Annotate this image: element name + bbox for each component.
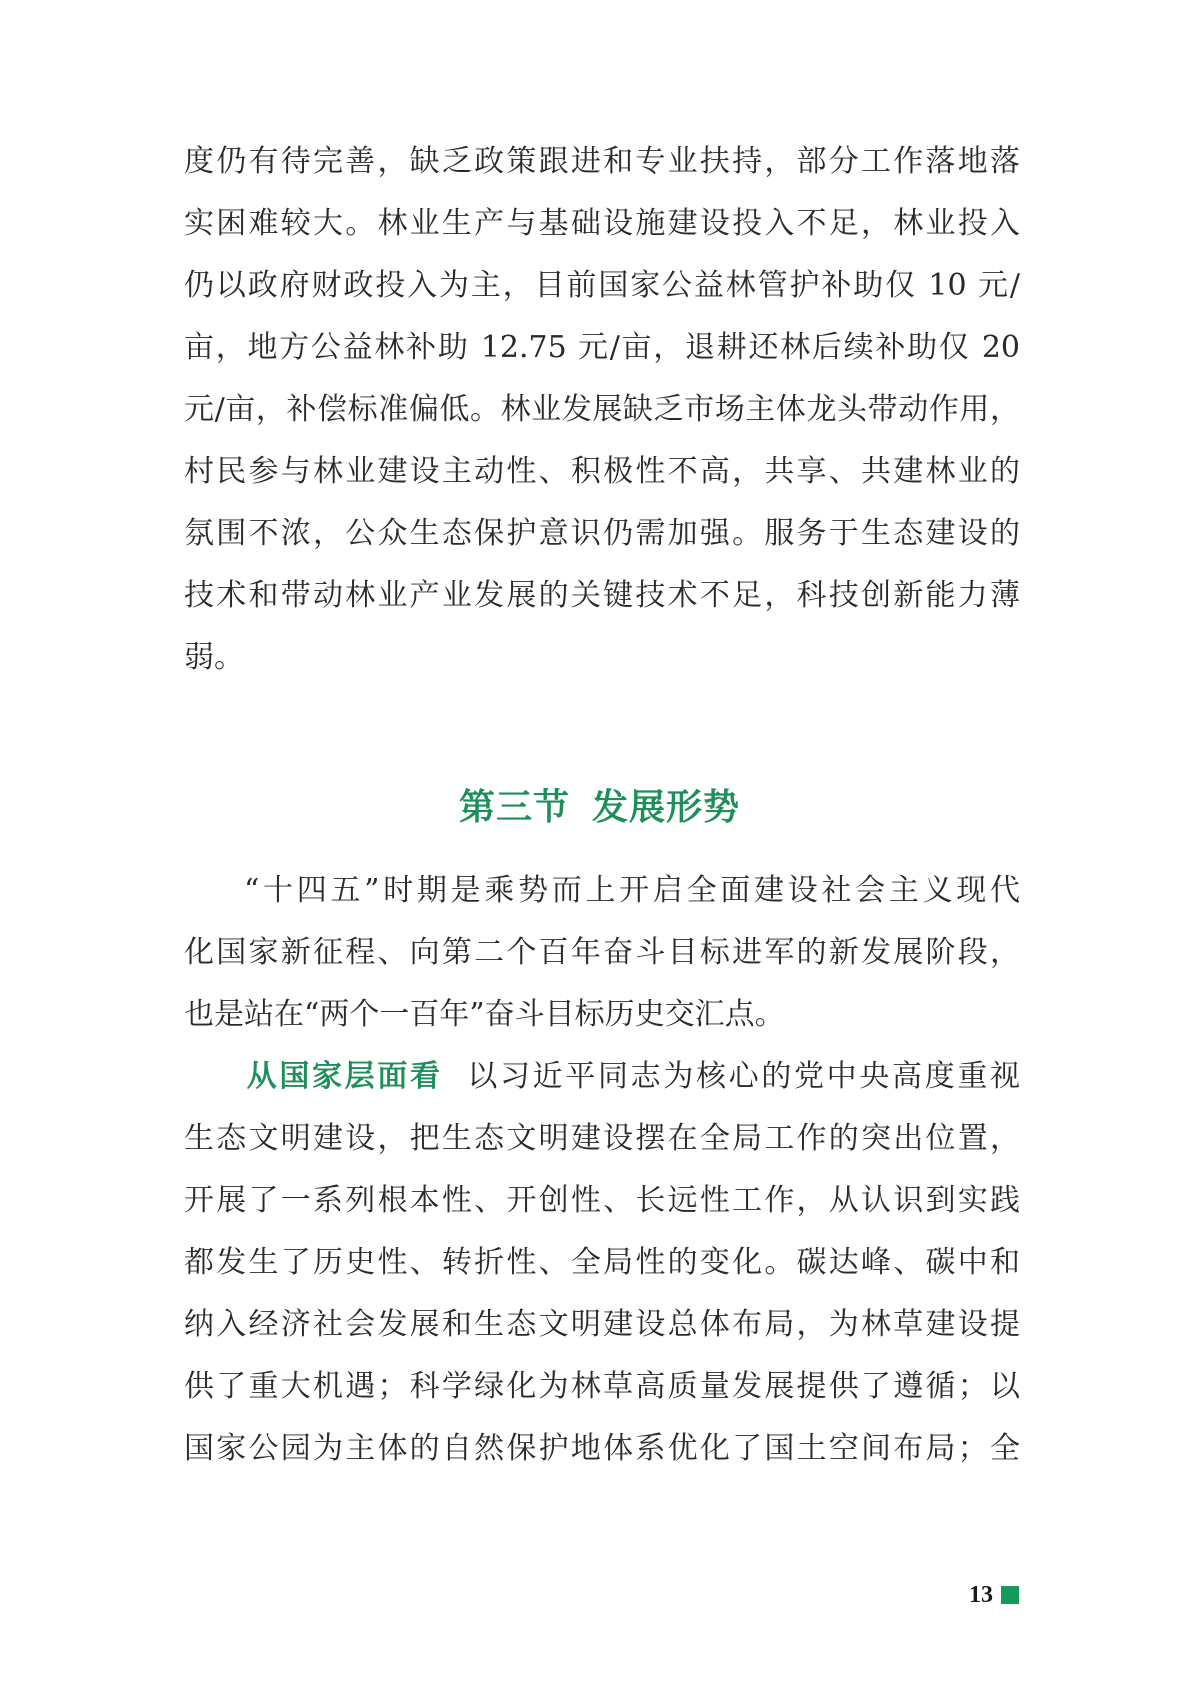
paragraph-development-period <box>184 860 1020 1046</box>
text-line: 国家公园为主体的自然保护地体系优化了国土空间布局；全 <box>184 1431 1020 1466</box>
text-line <box>184 1046 1020 1108</box>
page-footer <box>969 1580 1019 1610</box>
page-marker-square-icon <box>1001 1586 1019 1604</box>
text-line: 开展了一系列根本性、开创性、长远性工作，从认识到实践 <box>184 1183 1020 1218</box>
text-line: 都发生了历史性、转折性、全局性的变化。碳达峰、碳中和 <box>184 1245 1020 1280</box>
paragraph-previous-section <box>184 131 1020 689</box>
section-heading <box>0 772 1199 844</box>
text-line <box>184 860 1020 922</box>
text-line: 亩，地方公益林补助 12.75 元/亩，退耕还林后续补助仅 20 <box>184 330 1020 365</box>
section-title: 发展形势 <box>592 787 741 828</box>
page-number: 13 <box>969 1581 993 1608</box>
text-line: 元/亩，补偿标准偏低。林业发展缺乏市场主体龙头带动作用， <box>184 392 1020 427</box>
text-line: 技术和带动林业产业发展的关键技术不足，科技创新能力薄 <box>184 578 1020 613</box>
text-line: 纳入经济社会发展和生态文明建设总体布局，为林草建设提 <box>184 1307 1020 1342</box>
paragraph-national-level <box>184 1046 1020 1480</box>
text-line: 弱。 <box>184 640 244 675</box>
text-line: 实困难较大。林业生产与基础设施建设投入不足，林业投入 <box>184 206 1020 241</box>
text-line-content: “十四五”时期是乘势而上开启全面建设社会主义现代 <box>244 873 1020 908</box>
section-number: 第三节 <box>458 787 570 828</box>
text-line: 化国家新征程、向第二个百年奋斗目标进军的新发展阶段， <box>184 935 1020 970</box>
text-line: 村民参与林业建设主动性、积极性不高，共享、共建林业的 <box>184 454 1020 489</box>
text-line: 氛围不浓，公众生态保护意识仍需加强。服务于生态建设的 <box>184 516 1020 551</box>
text-line: 度仍有待完善，缺乏政策跟进和专业扶持，部分工作落地落 <box>184 144 1020 179</box>
text-line: 生态文明建设，把生态文明建设摆在全局工作的突出位置， <box>184 1121 1020 1156</box>
text-line: 也是站在“两个一百年”奋斗目标历史交汇点。 <box>184 997 785 1032</box>
text-line-content: 以习近平同志为核心的党中央高度重视 <box>464 1059 1021 1094</box>
text-line: 仍以政府财政投入为主，目前国家公益林管护补助仅 10 元/ <box>184 268 1020 303</box>
paragraph-lead-in: 从国家层面看 <box>244 1059 443 1094</box>
text-line: 供了重大机遇；科学绿化为林草高质量发展提供了遵循；以 <box>184 1369 1020 1404</box>
